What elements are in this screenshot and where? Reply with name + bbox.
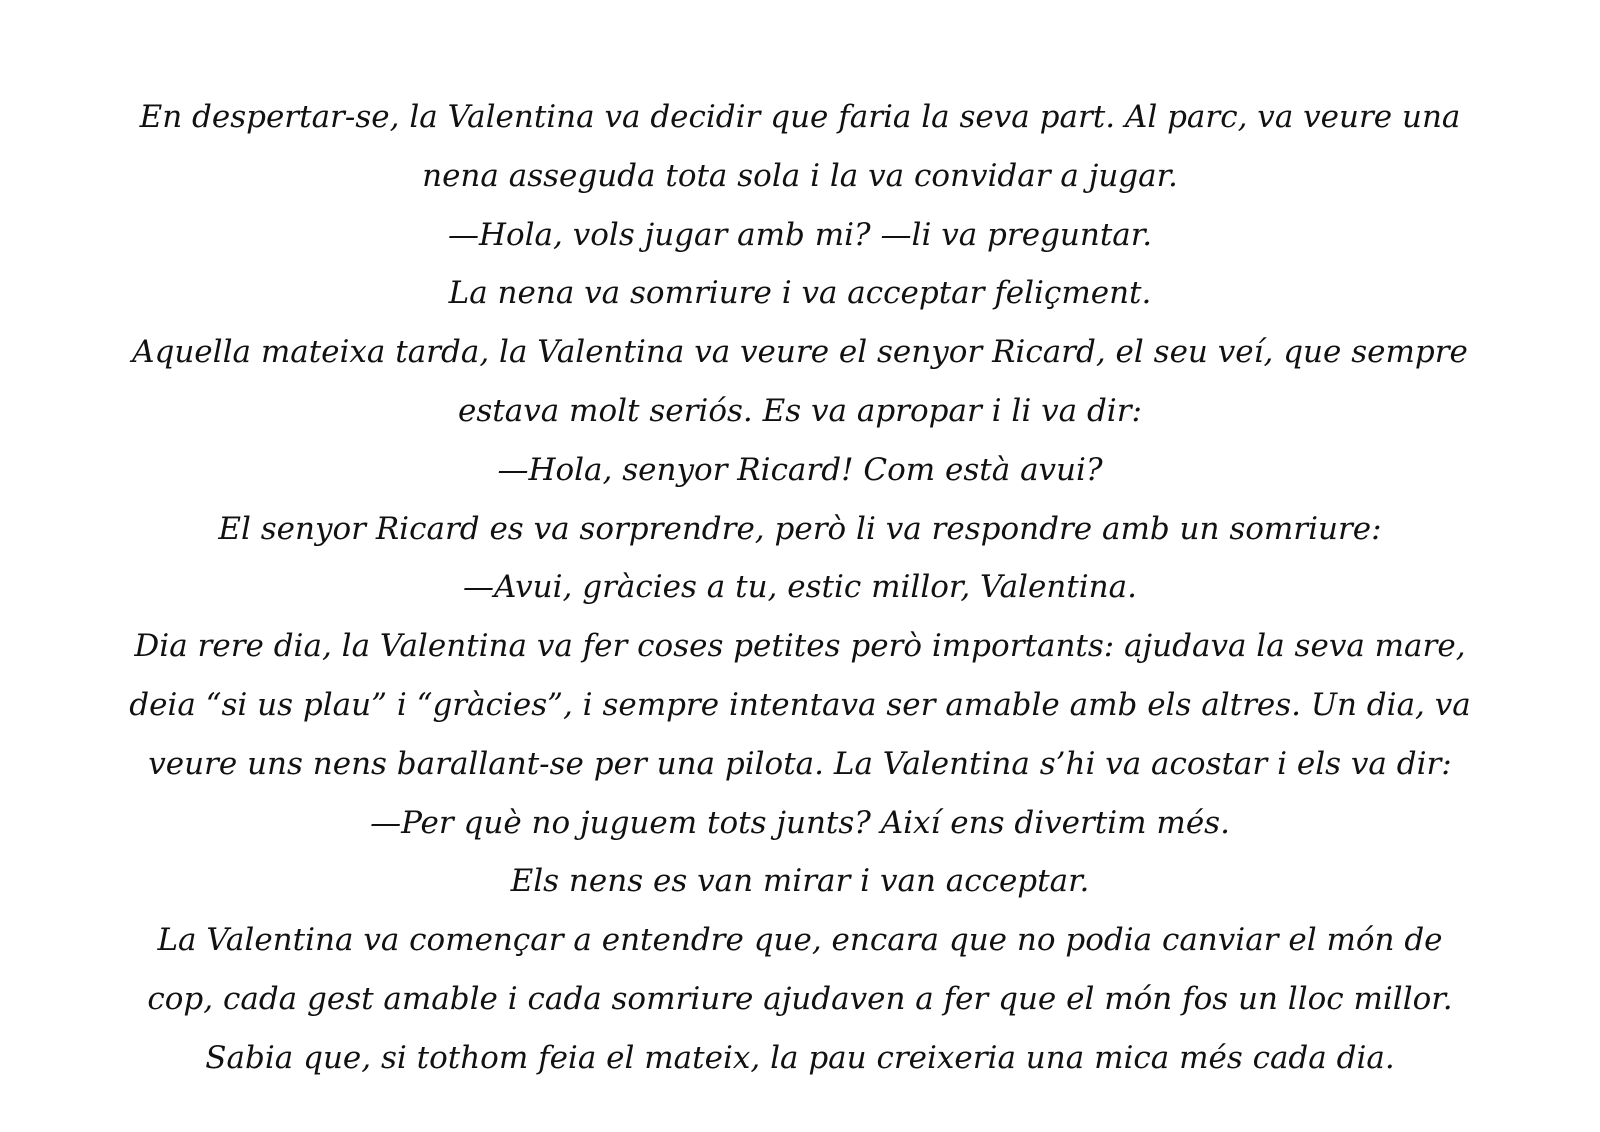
text-line: Dia rere dia, la Valentina va fer coses petites però importants: ajudava la seva mare, — [134, 628, 1466, 665]
text-line: estava molt seriós. Es va apropar i li va dir: — [458, 392, 1142, 429]
text-line: nena asseguda tota sola i la va convidar a jugar. — [422, 157, 1178, 194]
text-line: Sabia que, si tothom feia el mateix, la pau creixeria una mica més cada dia. — [205, 1039, 1395, 1076]
text-line: En despertar-se, la Valentina va decidir que faria la seva part. Al parc, va veure una — [139, 99, 1461, 135]
text-line: —Hola, vols jugar amb mi? —li va preguntar. — [447, 216, 1153, 253]
text-line: La Valentina va començar a entendre que, encara que no podia canviar el món de — [157, 922, 1443, 959]
text-line: Els nens es van mirar i van acceptar. — [510, 863, 1090, 900]
story-text — [60, 88, 1540, 1088]
text-line: deia “si us plau” i “gràcies”, i sempre intentava ser amable amb els altres. Un dia, va — [129, 686, 1471, 723]
text-line: cop, cada gest amable i cada somriure ajudaven a fer que el món fos un lloc millor. — [147, 980, 1453, 1017]
text-line: El senyor Ricard es va sorprendre, però li va respondre amb un somriure: — [218, 510, 1382, 547]
text-line: —Avui, gràcies a tu, estic millor, Valentina. — [463, 569, 1137, 606]
text-line: Aquella mateixa tarda, la Valentina va veure el senyor Ricard, el seu veí, que sempre — [132, 334, 1468, 371]
text-line: —Per què no juguem tots junts? Així ens divertim més. — [370, 804, 1230, 841]
text-line: veure uns nens barallant-se per una pilota. La Valentina s’hi va acostar i els va dir: — [148, 745, 1452, 782]
text-line: —Hola, senyor Ricard! Com està avui? — [497, 451, 1103, 488]
text-line: La nena va somriure i va acceptar feliçment. — [448, 275, 1152, 312]
